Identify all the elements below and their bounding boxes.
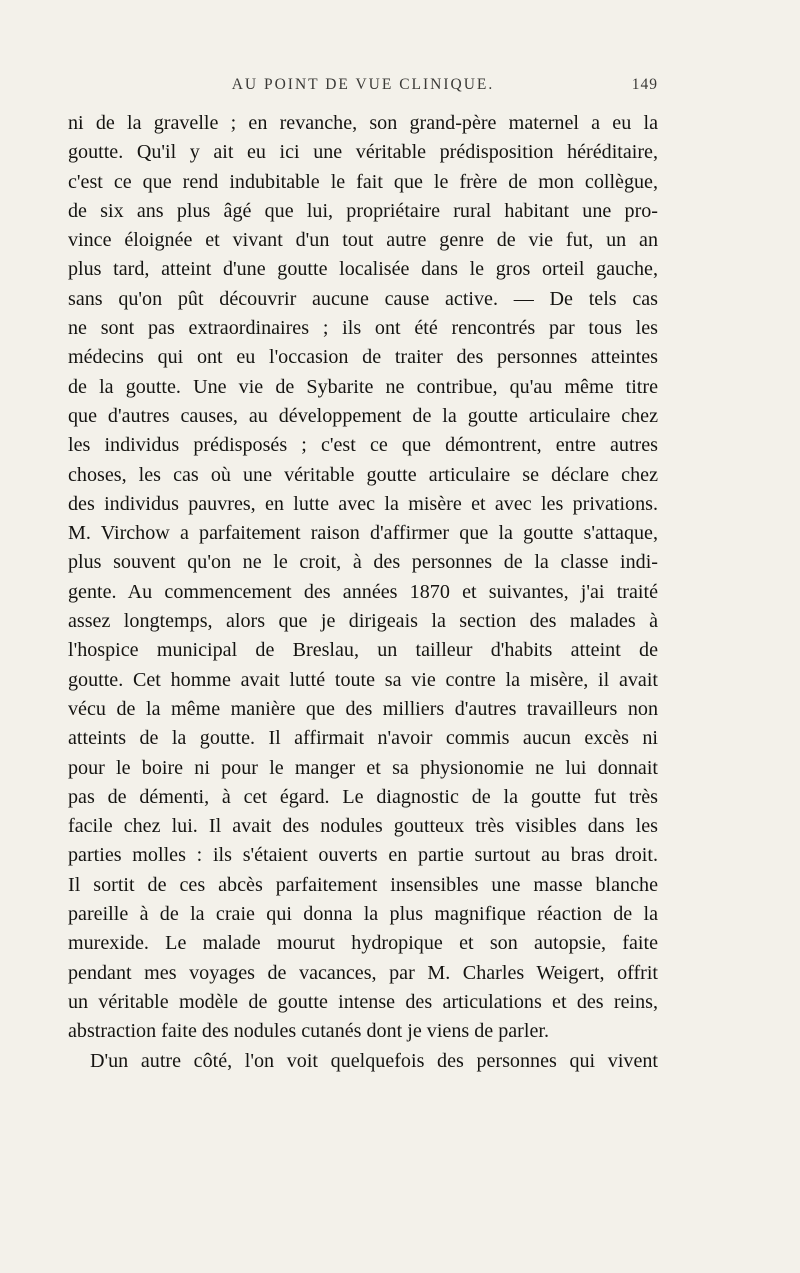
text-line: de la goutte. Une vie de Sybarite ne contribue, qu'au même titre [68,375,658,398]
text-line: c'est ce que rend indubitable le fait que le frère de mon collègue, [68,170,658,193]
text-line: parties molles : ils s'étaient ouverts en partie surtout au bras droit. [68,844,658,867]
text-line: plus tard, atteint d'une goutte localisée dans le gros orteil gauche, [68,258,658,281]
text-line: assez longtemps, alors que je dirigeais la section des malades à [68,610,658,633]
text-line: vécu de la même manière que des milliers d'autres travailleurs non [68,697,658,720]
text-line: plus souvent qu'on ne le croit, à des personnes de la classe indi- [68,551,658,574]
text-line: gente. Au commencement des années 1870 et suivantes, j'ai traité [68,580,658,603]
text-line: pour le boire ni pour le manger et sa physionomie ne lui donnait [68,756,658,779]
text-line: que d'autres causes, au développement de la goutte articulaire chez [68,404,658,427]
text-line: murexide. Le malade mourut hydropique et son autopsie, faite [68,932,658,955]
running-head [68,76,658,100]
text-line: vince éloignée et vivant d'un tout autre genre de vie fut, un an [68,229,658,252]
text-line: Il sortit de ces abcès parfaitement insensibles une masse blanche [68,873,658,896]
text-line: goutte. Qu'il y ait eu ici une véritable prédisposition héréditaire, [68,141,658,164]
text-line: un véritable modèle de goutte intense des articulations et des reins, [68,990,658,1013]
text-line: pareille à de la craie qui donna la plus magnifique réaction de la [68,903,658,926]
running-title: AU POINT DE VUE CLINIQUE. [231,76,495,93]
page-number: 149 [631,76,658,93]
text-line: sans qu'on pût découvrir aucune cause active. — De tels cas [68,287,658,310]
text-line: ni de la gravelle ; en revanche, son grand-père maternel a eu la [68,112,658,134]
body-text [68,109,658,1076]
text-line: des individus pauvres, en lutte avec la misère et avec les privations. [68,492,658,515]
text-line: abstraction faite des nodules cutanés dont je viens de parler. [68,1020,549,1043]
text-line: les individus prédisposés ; c'est ce que démontrent, entre autres [68,434,658,457]
text-line: l'hospice municipal de Breslau, un tailleur d'habits atteint de [68,639,658,662]
text-line: facile chez lui. Il avait des nodules goutteux très visibles dans les [68,815,658,838]
text-line: pas de démenti, à cet égard. Le diagnostic de la goutte fut très [68,785,658,808]
text-line: atteints de la goutte. Il affirmait n'avoir commis aucun excès ni [68,727,658,750]
text-line: médecins qui ont eu l'occasion de traiter des personnes atteintes [68,346,658,369]
text-line: goutte. Cet homme avait lutté toute sa vie contre la misère, il avait [68,668,658,691]
text-line: pendant mes voyages de vacances, par M. Charles Weigert, offrit [68,961,658,984]
text-line: choses, les cas où une véritable goutte articulaire se déclare chez [68,463,658,486]
text-line: D'un autre côté, l'on voit quelquefois des personnes qui vivent [90,1049,658,1072]
text-line: ne sont pas extraordinaires ; ils ont été rencontrés par tous les [68,317,658,340]
text-line: de six ans plus âgé que lui, propriétaire rural habitant une pro- [68,199,658,222]
text-line: M. Virchow a parfaitement raison d'affirmer que la goutte s'attaque, [68,522,658,545]
